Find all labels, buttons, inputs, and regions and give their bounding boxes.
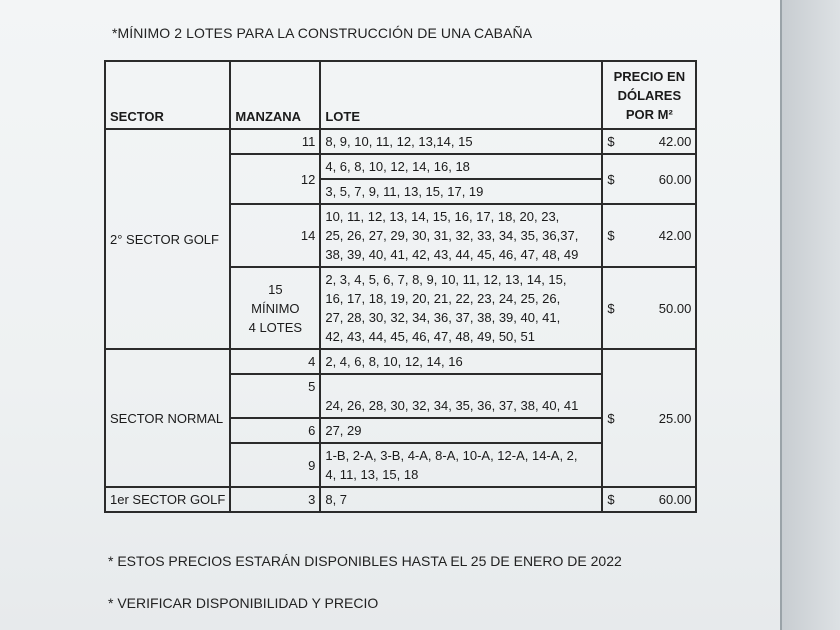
manzana-cell: 11 (230, 129, 320, 154)
manzana-cell: 14 (230, 204, 320, 267)
sector-normal: SECTOR NORMAL (105, 349, 230, 487)
lote-line: 2, 3, 4, 5, 6, 7, 8, 9, 10, 11, 12, 13, 14, 15, (325, 272, 567, 287)
currency-symbol: $ (607, 300, 615, 316)
page-edge-background (782, 0, 840, 630)
header-price-line3: POR M² (625, 106, 673, 122)
manzana-cell: 6 (230, 418, 320, 443)
price-cell (602, 204, 696, 267)
lote-line: 16, 17, 18, 19, 20, 21, 22, 23, 24, 25, 26, (325, 291, 561, 306)
price-value: 50.00 (658, 300, 692, 316)
price-table (104, 60, 697, 513)
minimum-lots-note: *MÍNIMO 2 LOTES PARA LA CONSTRUCCIÓN DE UNA CABAÑA (112, 25, 533, 41)
lote-cell: 24, 26, 28, 30, 32, 34, 35, 36, 37, 38, 40, 41 (320, 374, 602, 418)
price-cell (602, 129, 696, 154)
lote-cell (320, 267, 602, 349)
currency-symbol: $ (607, 410, 615, 426)
price-value: 42.00 (658, 228, 692, 243)
table-header-row (105, 61, 696, 129)
manzana-cell: 12 (230, 154, 320, 204)
price-value: 42.00 (658, 134, 692, 149)
price-value: 60.00 (658, 492, 692, 507)
lote-cell: 2, 4, 6, 8, 10, 12, 14, 16 (320, 349, 602, 374)
lote-line: 42, 43, 44, 45, 46, 47, 48, 49, 50, 51 (325, 329, 535, 344)
availability-date-note: * ESTOS PRECIOS ESTARÁN DISPONIBLES HASTA EL 25 DE ENERO DE 2022 (108, 553, 622, 569)
price-value: 25.00 (658, 410, 692, 426)
currency-symbol: $ (607, 134, 615, 149)
table-row (105, 487, 696, 512)
table-row (105, 129, 696, 154)
manzana-cell (230, 267, 320, 349)
sector-1-golf: 1er SECTOR GOLF (105, 487, 230, 512)
manzana-cell: 9 (230, 443, 320, 487)
lote-cell (320, 204, 602, 267)
currency-symbol: $ (607, 171, 615, 187)
manzana-line: MÍNIMO (251, 300, 300, 316)
header-price (602, 61, 696, 129)
lote-cell (320, 443, 602, 487)
lote-cell: 27, 29 (320, 418, 602, 443)
lote-line: 4, 11, 13, 15, 18 (325, 467, 419, 482)
lote-cell: 3, 5, 7, 9, 11, 13, 15, 17, 19 (320, 179, 602, 204)
sector-2-golf: 2° SECTOR GOLF (105, 129, 230, 349)
manzana-cell: 5 (230, 374, 320, 418)
lote-cell: 8, 9, 10, 11, 12, 13,14, 15 (320, 129, 602, 154)
manzana-cell: 4 (230, 349, 320, 374)
currency-symbol: $ (607, 492, 615, 507)
price-cell (602, 267, 696, 349)
currency-symbol: $ (607, 228, 615, 243)
manzana-line: 4 LOTES (248, 319, 303, 335)
header-sector: SECTOR (105, 61, 230, 129)
lote-line: 10, 11, 12, 13, 14, 15, 16, 17, 18, 20, 23, (325, 209, 560, 224)
price-cell (602, 349, 696, 487)
header-manzana: MANZANA (230, 61, 320, 129)
lote-line: 1-B, 2-A, 3-B, 4-A, 8-A, 10-A, 12-A, 14-A, 2, (325, 448, 578, 463)
manzana-line: 15 (268, 281, 283, 297)
lote-cell: 8, 7 (320, 487, 602, 512)
lote-line: 27, 28, 30, 32, 34, 36, 37, 38, 39, 40, 41, (325, 310, 561, 325)
price-cell (602, 154, 696, 204)
lote-line: 38, 39, 40, 41, 42, 43, 44, 45, 46, 47, 48, 49 (325, 247, 579, 262)
header-lote: LOTE (320, 61, 602, 129)
header-price-line1: PRECIO EN (613, 68, 686, 84)
lote-line: 25, 26, 27, 29, 30, 31, 32, 33, 34, 35, 36,37, (325, 228, 579, 243)
verify-note: * VERIFICAR DISPONIBILIDAD Y PRECIO (108, 595, 379, 611)
lote-cell: 4, 6, 8, 10, 12, 14, 16, 18 (320, 154, 602, 179)
header-price-line2: DÓLARES (617, 87, 682, 103)
price-cell (602, 487, 696, 512)
price-value: 60.00 (658, 171, 692, 187)
table-row (105, 349, 696, 374)
manzana-cell: 3 (230, 487, 320, 512)
